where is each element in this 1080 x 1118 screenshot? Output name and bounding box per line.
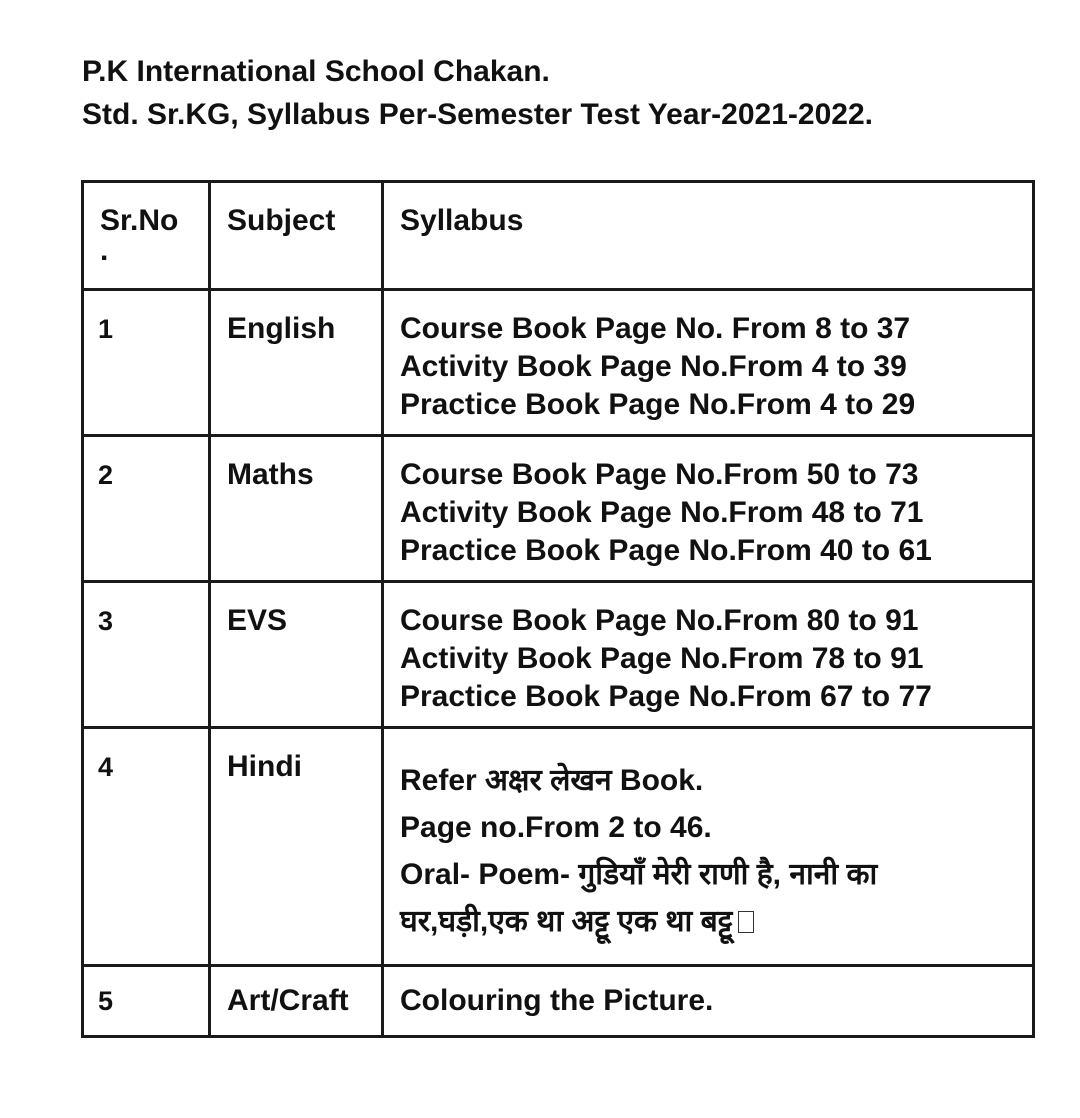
row-srno: 2 bbox=[83, 436, 210, 582]
syllabus-line-text: घर,घड़ी,एक था अट्टू एक था बट्टू bbox=[400, 905, 733, 938]
syllabus-line: Course Book Page No.From 80 to 91 bbox=[400, 604, 919, 637]
table-row bbox=[83, 728, 1034, 966]
row-syllabus bbox=[383, 582, 1034, 728]
header-srno bbox=[83, 182, 210, 290]
table-row bbox=[83, 582, 1034, 728]
row-subject: EVS bbox=[210, 582, 383, 728]
syllabus-line: Activity Book Page No.From 78 to 91 bbox=[400, 642, 924, 675]
row-subject: Art/Craft bbox=[210, 966, 383, 1037]
syllabus-line: Oral- Poem- गुडियाँ मेरी राणी है, नानी का bbox=[400, 858, 878, 891]
row-syllabus bbox=[383, 966, 1034, 1037]
missing-glyph-box-icon bbox=[738, 911, 754, 933]
syllabus-line: Practice Book Page No.From 4 to 29 bbox=[400, 388, 916, 421]
row-srno: 5 bbox=[83, 966, 210, 1037]
table-row bbox=[83, 436, 1034, 582]
document-subtitle: Std. Sr.KG, Syllabus Per-Semester Test Year-2021-2022. bbox=[82, 98, 873, 131]
row-srno: 3 bbox=[83, 582, 210, 728]
syllabus-line: Practice Book Page No.From 40 to 61 bbox=[400, 534, 932, 567]
table-row bbox=[83, 290, 1034, 436]
syllabus-line: Colouring the Picture. bbox=[400, 984, 714, 1017]
header-srno-dot: . bbox=[100, 234, 109, 267]
syllabus-line: Activity Book Page No.From 48 to 71 bbox=[400, 496, 924, 529]
row-srno: 1 bbox=[83, 290, 210, 436]
syllabus-line-last bbox=[400, 898, 1032, 945]
row-subject: Hindi bbox=[210, 728, 383, 966]
row-subject: English bbox=[210, 290, 383, 436]
syllabus-line: Course Book Page No. From 8 to 37 bbox=[400, 312, 911, 345]
document-header bbox=[82, 50, 873, 136]
row-syllabus bbox=[383, 728, 1034, 966]
syllabus-line: Page no.From 2 to 46. bbox=[400, 811, 712, 844]
school-name: P.K International School Chakan. bbox=[82, 55, 550, 88]
header-subject: Subject bbox=[210, 182, 383, 290]
table-row bbox=[83, 966, 1034, 1037]
table-header-row bbox=[83, 182, 1034, 290]
row-syllabus bbox=[383, 290, 1034, 436]
header-syllabus: Syllabus bbox=[383, 182, 1034, 290]
syllabus-line: Refer अक्षर लेखन Book. bbox=[400, 764, 704, 797]
syllabus-line: Activity Book Page No.From 4 to 39 bbox=[400, 350, 907, 383]
row-srno: 4 bbox=[83, 728, 210, 966]
syllabus-line: Practice Book Page No.From 67 to 77 bbox=[400, 680, 932, 713]
row-syllabus bbox=[383, 436, 1034, 582]
syllabus-line: Course Book Page No.From 50 to 73 bbox=[400, 458, 919, 491]
row-subject: Maths bbox=[210, 436, 383, 582]
header-srno-label: Sr.No bbox=[100, 204, 179, 237]
syllabus-table bbox=[81, 180, 1035, 1038]
